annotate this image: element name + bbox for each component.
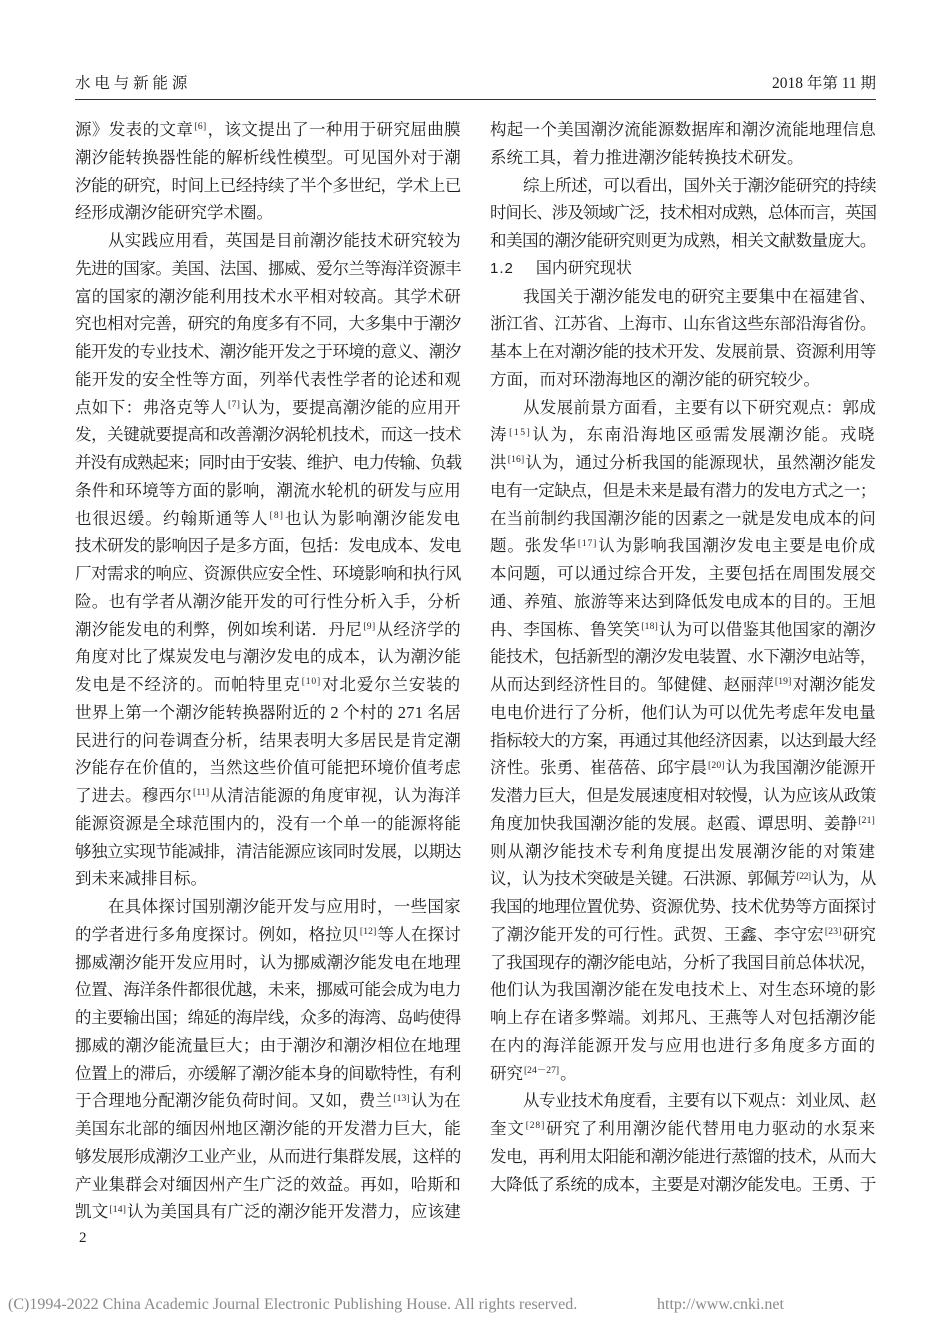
text-line xyxy=(490,810,876,838)
citation-ref: [20] xyxy=(708,759,725,771)
text-line xyxy=(490,227,876,255)
line-text: 时间长、涉及领域广泛，技术相对成熟，总体而言，英国 xyxy=(490,203,877,223)
citation-ref: [8] xyxy=(269,509,285,521)
line-text: 源》发表的文章[6]，该文提出了一种用于研究屈曲膜 xyxy=(75,120,462,139)
line-text: 洪[16]认为，通过分析我国的能源现状，虽然潮汐能发 xyxy=(490,453,877,472)
text-line xyxy=(490,283,876,311)
text-line xyxy=(490,394,876,422)
citation-ref: [14] xyxy=(109,1203,127,1215)
text-line xyxy=(75,1171,461,1199)
paragraph xyxy=(490,283,876,394)
text-line xyxy=(75,727,461,755)
text-line xyxy=(490,310,876,338)
line-text: 发潜力巨大，但是发展速度相对较慢，认为应该从政策 xyxy=(490,786,877,805)
copyright-footer: (C)1994-2022 China Academic Journal Electronic Publishing House. All rights reserved. xyxy=(8,1296,578,1313)
line-text: 在内的海洋能源开发与应用也进行多角度多方面的 xyxy=(490,1035,876,1055)
citation-ref: [7] xyxy=(228,398,241,410)
text-line xyxy=(490,116,876,144)
line-text: 和美国的潮汐能研究则更为成熟，相关文献数量庞大。 xyxy=(490,231,877,250)
line-text: 我国的地理位置优势、资源优势、技术优势等方面探讨 xyxy=(490,897,877,916)
line-text: 能开发的专业技术、潮汐能开发之于环境的意义、潮汐 xyxy=(75,342,462,361)
line-text: 角度对比了煤炭发电与潮汐发电的成本，认为潮汐能 xyxy=(75,647,461,667)
line-text: 系统工具，着力推进潮汐能转换技术研发。 xyxy=(490,147,804,167)
line-text: 究也相对完善，研究的角度多有不同，大多集中于潮汐 xyxy=(75,314,462,334)
line-text: 题。张发华[17]认为影响我国潮汐发电主要是电价成 xyxy=(490,536,877,556)
text-line xyxy=(490,1143,876,1171)
line-text: 电有一定缺点，但是未来是最有潜力的发电方式之一； xyxy=(490,480,877,500)
paragraph xyxy=(75,227,461,893)
line-text: 从而达到经济性目的。邹健健、赵丽萍[19]对潮汐能发 xyxy=(490,675,877,694)
text-line xyxy=(75,921,461,949)
citation-ref: [9] xyxy=(363,620,376,632)
text-line xyxy=(75,588,461,616)
line-text: 技术研发的影响因子是多方面，包括：发电成本、发电 xyxy=(75,536,462,556)
text-line xyxy=(490,172,876,200)
text-line xyxy=(490,949,876,977)
text-line xyxy=(75,310,461,338)
line-text: 从专业技术角度看，主要有以下观点：刘业凤、赵 xyxy=(523,1091,877,1111)
paragraph xyxy=(490,116,876,172)
text-line xyxy=(75,227,461,255)
line-text: 能开发的安全性等方面，列举代表性学者的论述和观 xyxy=(75,369,461,389)
text-line xyxy=(75,865,461,893)
issue-label: 2018 年第 11 期 xyxy=(771,75,876,92)
text-line xyxy=(75,144,461,172)
line-text: 在具体探讨国别潮汐能开发与应用时，一些国家 xyxy=(108,897,461,916)
line-text: 研究[24－27]。 xyxy=(490,1063,577,1083)
line-text: 基本上在对潮汐能的技术开发、发展前景、资源利用等 xyxy=(490,342,877,361)
text-line xyxy=(490,560,876,588)
citation-ref: [23] xyxy=(824,926,842,938)
journal-title: 水 电 与 新 能 源 xyxy=(75,75,188,92)
line-text: 汐能的研究，时间上已经持续了半个多世纪，学术上已 xyxy=(75,175,462,195)
text-line xyxy=(490,699,876,727)
text-line xyxy=(75,477,461,505)
line-text: 了潮汐能开发的可行性。武贺、王鑫、李守宏[23]研究 xyxy=(490,924,877,944)
text-line xyxy=(75,810,461,838)
citation-ref: [11] xyxy=(192,787,210,799)
line-text: 挪威潮汐能开发应用时，认为挪威潮汐能发电在地理 xyxy=(75,952,461,972)
line-text: 世界上第一个潮汐能转换器附近的 2 个村的 271 名居 xyxy=(75,702,461,722)
citation-ref: [18] xyxy=(641,620,658,632)
line-text: 通、养殖、旅游等来达到降低发电成本的目的。王旭 xyxy=(490,591,876,611)
citation-ref: [22] xyxy=(796,870,811,882)
text-line xyxy=(490,588,876,616)
line-text: 响上存在诸多弊端。刘邦凡、王燕等人对包括潮汐能 xyxy=(490,1008,876,1027)
line-text: 角度加快我国潮汐能的发展。赵霞、谭思明、姜静[21] xyxy=(490,813,876,833)
text-line xyxy=(75,893,461,921)
citation-ref: [6] xyxy=(194,121,207,133)
text-line xyxy=(75,338,461,366)
text-line xyxy=(75,1087,461,1115)
citation-ref: [17] xyxy=(577,537,598,549)
line-text: 到未来减排目标。 xyxy=(75,869,207,889)
text-line xyxy=(75,1198,461,1226)
line-text: 够独立实现节能减排，清洁能源应该同时发展，以期达 xyxy=(75,841,462,861)
line-text: 凯文[14]认为美国具有广泛的潮汐能开发潜力，应该建 xyxy=(75,1202,462,1222)
text-line xyxy=(75,1143,461,1171)
section-number: 1.2 xyxy=(490,259,514,277)
line-text: 我国关于潮汐能发电的研究主要集中在福建省、 xyxy=(523,286,876,306)
text-line xyxy=(75,283,461,311)
text-line xyxy=(75,255,461,283)
line-text: 并没有成熟起来；同时由于安装、维护、电力传输、负载 xyxy=(75,453,462,472)
text-line xyxy=(75,782,461,810)
text-line xyxy=(490,532,876,560)
paragraph xyxy=(75,116,461,227)
text-line xyxy=(490,643,876,671)
line-text: 议，认为技术突破是关键。石洪源、郭佩芳[22]认为，从 xyxy=(490,869,877,889)
text-line xyxy=(490,449,876,477)
text-line xyxy=(75,1032,461,1060)
line-text: 本问题，可以通过综合开发，主要包括在周围发展交 xyxy=(490,564,876,583)
line-text: 的学者进行多角度探讨。例如，格拉贝[12]等人在探讨 xyxy=(75,924,462,944)
text-line xyxy=(490,865,876,893)
text-line xyxy=(75,505,461,533)
line-text: 了进去。穆西尔[11]从清洁能源的角度审视，认为海洋 xyxy=(75,786,462,805)
line-text: 险。也有学者从潮汐能开发的可行性分析入手，分析 xyxy=(75,591,461,611)
citation-ref: [24－27] xyxy=(524,1064,560,1076)
line-text: 济性。张勇、崔蓓蓓、邱宇晨[20]认为我国潮汐能源开 xyxy=(490,758,877,778)
text-line xyxy=(75,949,461,977)
line-text: 挪威的潮汐能流量巨大；由于潮汐和潮汐相位在地理 xyxy=(75,1035,461,1055)
text-line xyxy=(490,616,876,644)
line-text: 汐能存在价值的，当然这些价值可能把环境价值考虑 xyxy=(75,758,461,778)
text-line xyxy=(75,838,461,866)
text-line xyxy=(490,1004,876,1032)
text-line xyxy=(75,449,461,477)
text-line xyxy=(490,1060,876,1088)
header-rule xyxy=(75,99,876,100)
line-text: 能源资源是全球范围内的，没有一个单一的能源将能 xyxy=(75,813,461,833)
line-text: 点如下：弗洛克等人[7]认为，要提高潮汐能的应用开 xyxy=(75,397,462,417)
line-text: 位置上的滞后，亦缓解了潮汐能本身的间歇特性，有利 xyxy=(75,1063,462,1083)
paragraph xyxy=(490,394,876,1088)
citation-ref: [16] xyxy=(507,454,525,466)
line-text: 方面，而对环渤海地区的潮汐能的研究较少。 xyxy=(490,369,820,389)
citation-ref: [13] xyxy=(393,1092,410,1104)
right-column xyxy=(490,116,876,1198)
citation-ref: [21] xyxy=(858,815,876,827)
text-line xyxy=(75,366,461,394)
text-line xyxy=(75,172,461,200)
line-text: 先进的国家。美国、法国、挪威、爱尔兰等海洋资源丰 xyxy=(75,258,462,278)
text-line xyxy=(490,671,876,699)
text-line xyxy=(490,366,876,394)
text-line xyxy=(75,1060,461,1088)
line-text: 发，关键就要提高和改善潮汐涡轮机技术，而这一技术 xyxy=(75,425,462,445)
paragraph xyxy=(490,1087,876,1198)
text-line xyxy=(75,560,461,588)
paragraph xyxy=(75,893,461,1226)
section-title: 国内研究现状 xyxy=(535,259,632,277)
text-line xyxy=(490,1171,876,1199)
citation-ref: [10] xyxy=(301,676,322,688)
line-text: 够发展形成潮汐工业产业，从而进行集群发展，这样的 xyxy=(75,1146,462,1166)
line-text: 位置、海洋条件都很优越，未来，挪威可能会成为电力 xyxy=(75,980,462,1000)
citation-ref: [15] xyxy=(509,426,532,438)
text-line xyxy=(490,921,876,949)
text-line xyxy=(490,782,876,810)
text-line xyxy=(75,116,461,144)
left-column xyxy=(75,116,461,1226)
line-text: 了我国现存的潮汐能电站，分析了我国目前总体状况， xyxy=(490,952,877,972)
line-text: 他们认为我国潮汐能在发电技术上、对生态环境的影 xyxy=(490,980,876,1000)
text-line xyxy=(490,338,876,366)
line-text: 的主要输出国；绵延的海岸线，众多的海湾、岛屿使得 xyxy=(75,1008,462,1027)
text-line xyxy=(490,421,876,449)
line-text: 潮汐能发电的利弊，例如埃利诺．丹尼[9]从经济学的 xyxy=(75,619,462,639)
text-line xyxy=(75,671,461,699)
line-text: 富的国家的潮汐能利用技术水平相对较高。其学术研 xyxy=(75,286,461,306)
line-text: 能技术，包括新型的潮汐发电装置、水下潮汐电站等， xyxy=(490,647,877,667)
text-line xyxy=(490,838,876,866)
line-text: 综上所述，可以看出，国外关于潮汐能研究的持续 xyxy=(523,175,877,195)
text-line xyxy=(75,754,461,782)
text-line xyxy=(490,199,876,227)
line-text: 从发展前景方面看，主要有以下研究观点：郭成 xyxy=(523,397,876,417)
text-line xyxy=(490,144,876,172)
line-text: 产业集群会对缅因州产生广泛的效益。再如，哈斯和 xyxy=(75,1174,461,1194)
text-line xyxy=(75,199,461,227)
line-text: 于合理地分配潮汐能负荷时间。又如，费兰[13]认为在 xyxy=(75,1091,462,1111)
text-line xyxy=(490,893,876,921)
line-text: 美国东北部的缅因州地区潮汐能的开发潜力巨大，能 xyxy=(75,1119,461,1138)
line-text: 构起一个美国潮汐流能源数据库和潮汐流能地理信息 xyxy=(490,120,876,139)
text-line xyxy=(490,727,876,755)
text-line xyxy=(490,477,876,505)
line-text: 潮汐能转换器性能的解析线性模型。可见国外对于潮 xyxy=(75,147,461,167)
line-text: 大降低了系统的成本，主要是对潮汐能发电。王勇、于 xyxy=(490,1174,877,1194)
citation-ref: [12] xyxy=(359,926,377,938)
text-line xyxy=(75,616,461,644)
text-line xyxy=(75,699,461,727)
footer-url: http://www.cnki.net xyxy=(657,1296,784,1313)
text-line xyxy=(75,1115,461,1143)
text-line xyxy=(490,754,876,782)
citation-ref: [28] xyxy=(525,1120,546,1132)
line-text: 从实践应用看，英国是目前潮汐能技术研究较为 xyxy=(108,231,461,250)
paragraph xyxy=(490,172,876,255)
line-text: 也很迟缓。约翰斯通等人[8]也认为影响潮汐能发电 xyxy=(75,508,462,528)
line-text: 经形成潮汐能研究学术圈。 xyxy=(75,203,273,223)
line-text: 浙江省、江苏省、上海市、山东省这些东部沿海省份。 xyxy=(490,314,877,334)
line-text: 发电是不经济的。而帕特里克[10]对北爱尔兰安装的 xyxy=(75,675,462,694)
text-line xyxy=(490,1115,876,1143)
line-text: 涛[15]认为，东南沿海地区亟需发展潮汐能。戎晓 xyxy=(490,425,877,445)
line-text: 发电，再利用太阳能和潮汐能进行蒸馏的技术，从而大 xyxy=(490,1146,877,1166)
text-line xyxy=(490,1087,876,1115)
line-text: 在当前制约我国潮汐能的因素之一就是发电成本的问 xyxy=(490,508,876,528)
line-text: 冉、李国栋、鲁笑笑[18]认为可以借鉴其他国家的潮汐 xyxy=(490,619,877,639)
line-text: 奎文[28]研究了利用潮汐能代替用电力驱动的水泵来 xyxy=(490,1119,877,1138)
text-line xyxy=(75,421,461,449)
text-line xyxy=(75,532,461,560)
citation-ref: [19] xyxy=(774,676,792,688)
text-line xyxy=(75,643,461,671)
line-text: 则从潮汐能技术专利角度提出发展潮汐能的对策建 xyxy=(490,841,876,861)
line-text: 民进行的问卷调查分析，结果表明大多居民是肯定潮 xyxy=(75,730,461,750)
line-text: 条件和环境等方面的影响，潮流水轮机的研发与应用 xyxy=(75,480,461,500)
line-text: 指标较大的方案，再通过其他经济因素，以达到最大经 xyxy=(490,730,877,750)
text-line xyxy=(490,976,876,1004)
text-line xyxy=(490,1032,876,1060)
text-line xyxy=(75,976,461,1004)
line-text: 厂对需求的响应、资源供应安全性、环境影响和执行风 xyxy=(75,564,462,583)
text-line xyxy=(75,1004,461,1032)
text-line xyxy=(490,505,876,533)
text-line xyxy=(75,394,461,422)
page-number: 2 xyxy=(79,1230,87,1246)
line-text: 电电价进行了分析，他们认为可以优先考虑年发电量 xyxy=(490,702,876,722)
section-heading xyxy=(490,255,876,283)
